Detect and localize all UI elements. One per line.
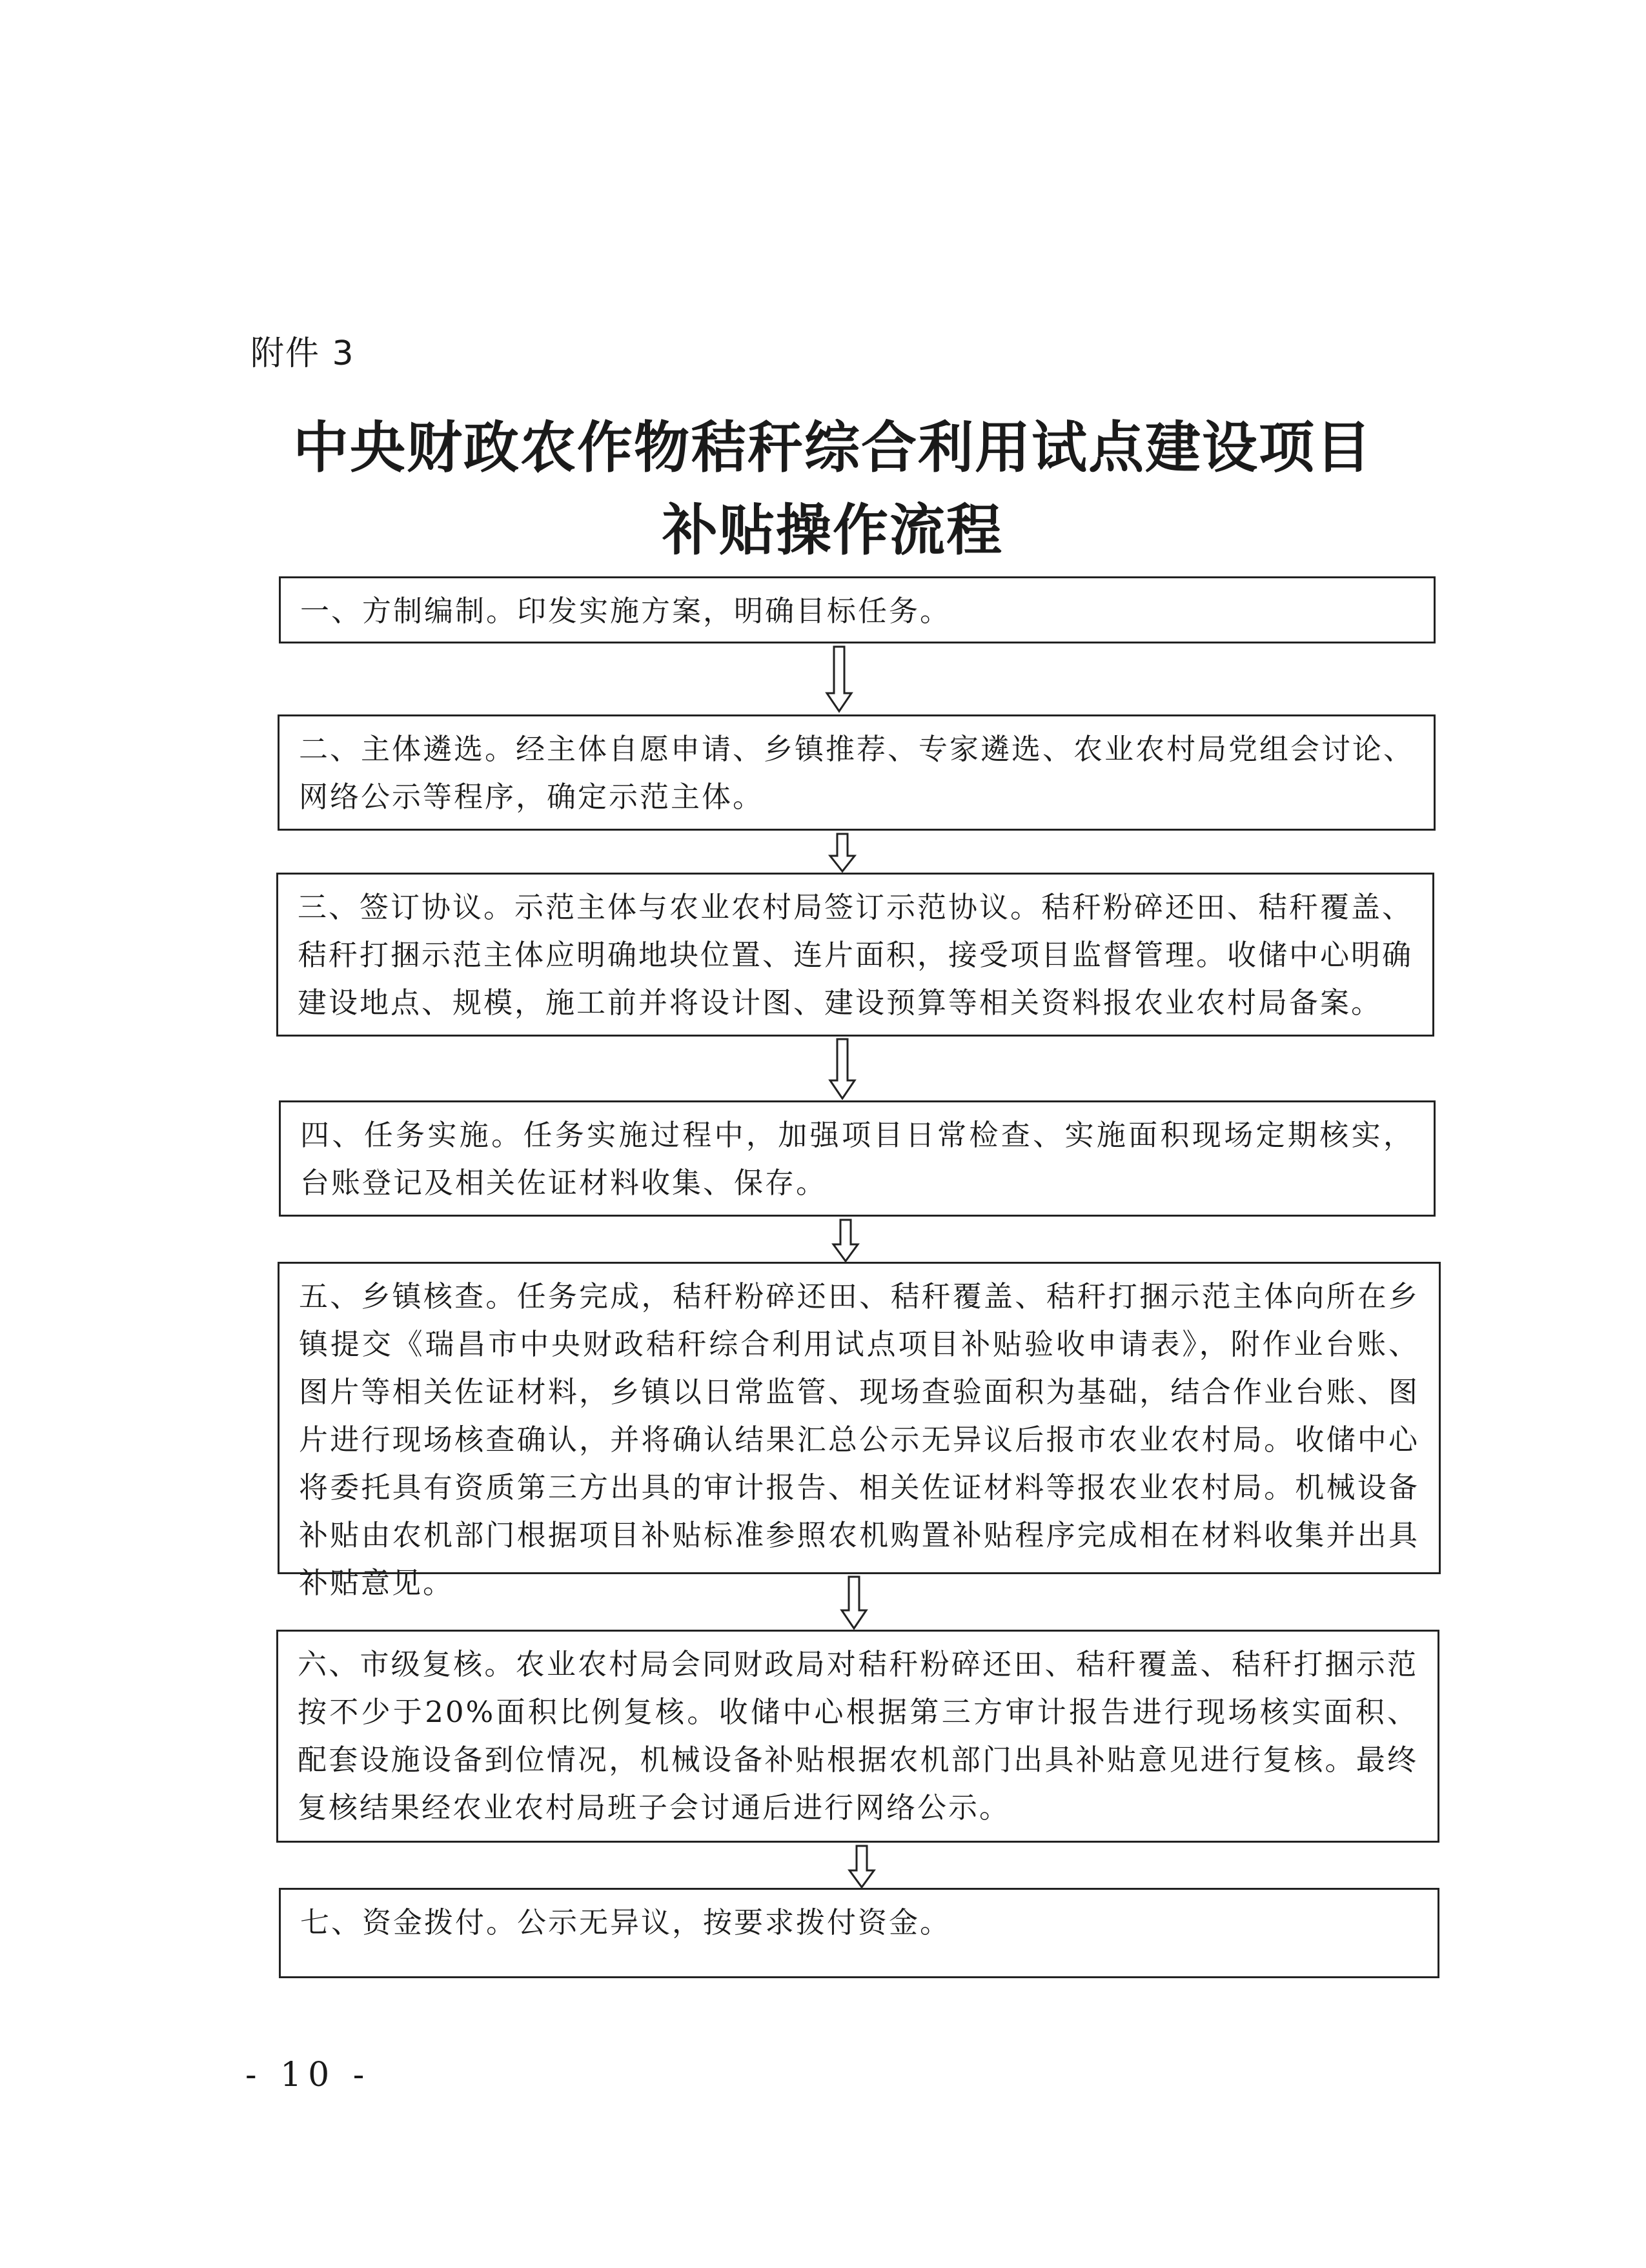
step-7-fund-allocation: 七、资金拨付。公示无异议，按要求拨付资金。: [279, 1888, 1439, 1978]
step-4-task-implementation: 四、任务实施。任务实施过程中，加强项目日常检查、实施面积现场定期核实，台账登记及相关佐证材料收集、保存。: [279, 1100, 1436, 1217]
down-arrow-icon: [829, 1219, 862, 1262]
document-title: [219, 407, 1446, 572]
down-arrow-icon: [823, 645, 855, 714]
step-2-subject-selection: 二、主体遴选。经主体自愿申请、乡镇推荐、专家遴选、农业农村局党组会讨论、网络公示等程序，确定示范主体。: [278, 714, 1436, 831]
step-5-township-verification: 五、乡镇核查。任务完成，秸秆粉碎还田、秸秆覆盖、秸秆打捆示范主体向所在乡镇提交《瑞昌市中央财政秸秆综合利用试点项目补贴验收申请表》，附作业台账、图片等相关佐证材料，乡镇以日常监管、现场查验面积为基础，结合作业台账、图片进行现场核查确认，并将确认结果汇总公示无异议后报市农业农村局。收储中心将委托具有资质第三方出具的审计报告、相关佐证材料等报农业农村局。机械设备补贴由农机部门根据项目补贴标准参照农机购置补贴程序完成相在材料收集并出具补贴意见。: [278, 1262, 1441, 1574]
attachment-label: 附件 3: [250, 334, 355, 373]
down-arrow-icon: [838, 1575, 870, 1630]
title-line-2: 补贴操作流程: [662, 498, 1003, 563]
down-arrow-icon: [826, 833, 859, 873]
down-arrow-icon: [826, 1038, 859, 1100]
title-line-1: 中央财政农作物秸秆综合利用试点建设项目: [293, 416, 1372, 480]
step-3-sign-agreement: 三、签订协议。示范主体与农业农村局签订示范协议。秸秆粉碎还田、秸秆覆盖、秸秆打捆示范主体应明确地块位置、连片面积，接受项目监督管理。收储中心明确建设地点、规模，施工前并将设计图、建设预算等相关资料报农业农村局备案。: [276, 873, 1434, 1037]
down-arrow-icon: [846, 1845, 878, 1888]
step-1-plan-compilation: 一、方制编制。印发实施方案，明确目标任务。: [279, 576, 1436, 643]
step-6-city-review: 六、市级复核。农业农村局会同财政局对秸秆粉碎还田、秸秆覆盖、秸秆打捆示范按不少于20%面积比例复核。收储中心根据第三方审计报告进行现场核实面积、配套设施设备到位情况，机械设备补贴根据农机部门出具补贴意见进行复核。最终复核结果经农业农村局班子会讨通后进行网络公示。: [276, 1630, 1439, 1843]
page-number: - 10 -: [245, 2056, 371, 2094]
